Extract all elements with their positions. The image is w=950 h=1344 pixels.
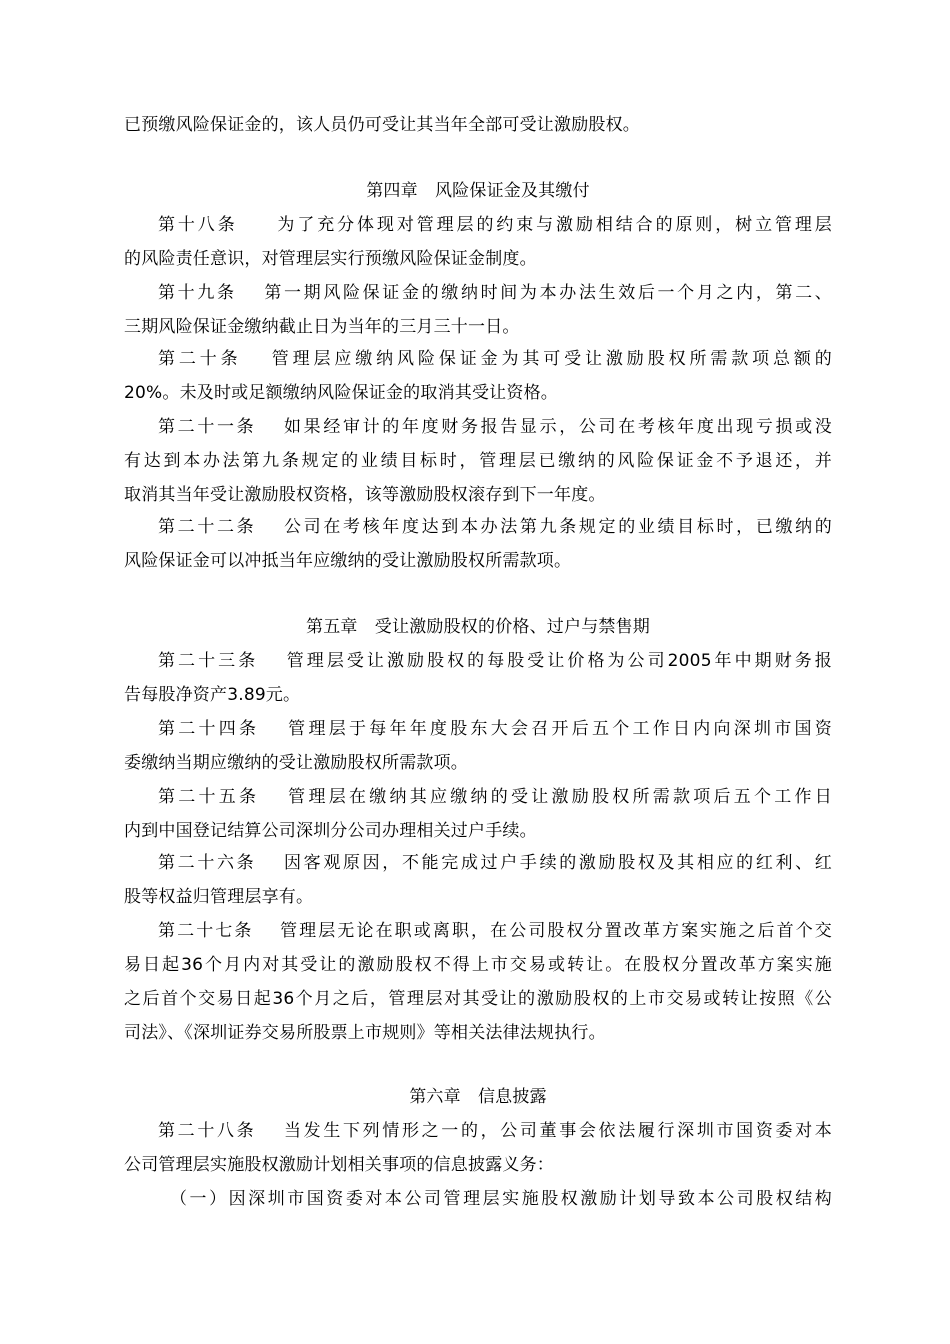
list-item-line: （一）因深圳市国资委对本公司管理层实施股权激励计划导致本公司股权结构 bbox=[170, 1189, 832, 1209]
paragraph-line: 风险保证金可以冲抵当年应缴纳的受让激励股权所需款项。 bbox=[124, 551, 572, 571]
article-line: 第二十一条 如果经审计的年度财务报告显示，公司在考核年度出现亏损或没 bbox=[158, 417, 832, 437]
paragraph-line: 之后首个交易日起36个月之后，管理层对其受让的激励股权的上市交易或转让按照《公 bbox=[124, 989, 832, 1009]
chapter-heading: 第五章 受让激励股权的价格、过户与禁售期 bbox=[306, 617, 650, 637]
paragraph-line: 已预缴风险保证金的，该人员仍可受让其当年全部可受让激励股权。 bbox=[124, 115, 640, 135]
article-line: 第二十二条 公司在考核年度达到本办法第九条规定的业绩目标时，已缴纳的 bbox=[158, 517, 832, 537]
paragraph-line: 告每股净资产3.89元。 bbox=[124, 685, 301, 705]
article-line: 第二十条 管理层应缴纳风险保证金为其可受让激励股权所需款项总额的 bbox=[158, 349, 832, 369]
paragraph-line: 公司管理层实施股权激励计划相关事项的信息披露义务： bbox=[124, 1155, 554, 1175]
article-line: 第二十四条 管理层于每年年度股东大会召开后五个工作日内向深圳市国资 bbox=[158, 719, 832, 739]
article-line: 第十九条 第一期风险保证金的缴纳时间为本办法生效后一个月之内，第二、 bbox=[158, 283, 832, 303]
paragraph-line: 的风险责任意识，对管理层实行预缴风险保证金制度。 bbox=[124, 249, 537, 269]
article-line: 第二十八条 当发生下列情形之一的，公司董事会依法履行深圳市国资委对本 bbox=[158, 1121, 832, 1141]
paragraph-line: 有达到本办法第九条规定的业绩目标时，管理层已缴纳的风险保证金不予退还，并 bbox=[124, 451, 832, 471]
chapter-heading: 第六章 信息披露 bbox=[409, 1087, 547, 1107]
paragraph-line: 委缴纳当期应缴纳的受让激励股权所需款项。 bbox=[124, 753, 468, 773]
paragraph-line: 20%。未及时或足额缴纳风险保证金的取消其受让资格。 bbox=[124, 383, 558, 403]
article-line: 第二十六条 因客观原因，不能完成过户手续的激励股权及其相应的红利、红 bbox=[158, 853, 832, 873]
article-line: 第十八条 为了充分体现对管理层的约束与激励相结合的原则，树立管理层 bbox=[158, 215, 832, 235]
chapter-heading: 第四章 风险保证金及其缴付 bbox=[366, 181, 590, 201]
paragraph-line: 股等权益归管理层享有。 bbox=[124, 887, 314, 907]
paragraph-line: 司法》、《深圳证券交易所股票上市规则》等相关法律法规执行。 bbox=[124, 1023, 606, 1043]
article-line: 第二十七条 管理层无论在职或离职，在公司股权分置改革方案实施之后首个交 bbox=[158, 921, 832, 941]
paragraph-line: 内到中国登记结算公司深圳分公司办理相关过户手续。 bbox=[124, 821, 537, 841]
paragraph-line: 三期风险保证金缴纳截止日为当年的三月三十一日。 bbox=[124, 317, 520, 337]
article-line: 第二十三条 管理层受让激励股权的每股受让价格为公司2005年中期财务报 bbox=[158, 651, 832, 671]
paragraph-line: 取消其当年受让激励股权资格，该等激励股权滚存到下一年度。 bbox=[124, 485, 606, 505]
article-line: 第二十五条 管理层在缴纳其应缴纳的受让激励股权所需款项后五个工作日 bbox=[158, 787, 832, 807]
paragraph-line: 易日起36个月内对其受让的激励股权不得上市交易或转让。在股权分置改革方案实施 bbox=[124, 955, 832, 975]
